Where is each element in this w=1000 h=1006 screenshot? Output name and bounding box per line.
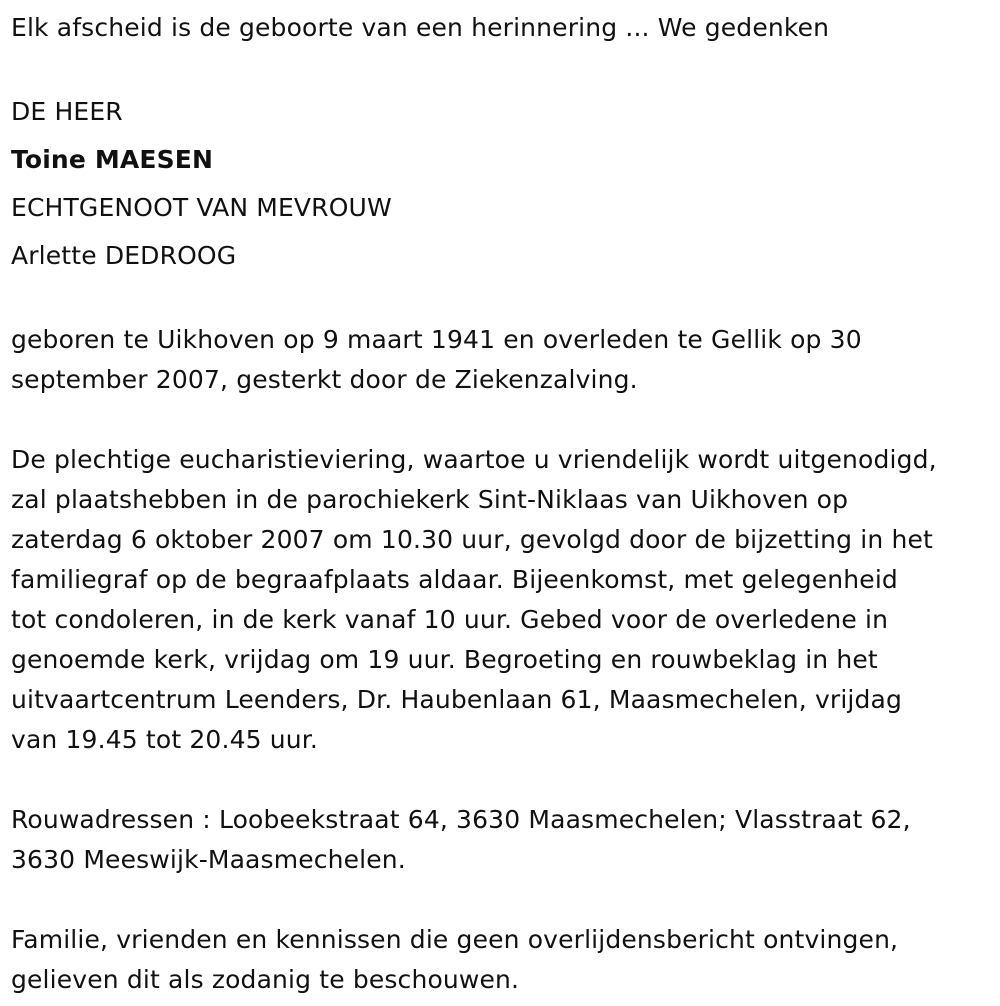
spacer	[11, 760, 1000, 800]
spacer	[11, 400, 1000, 440]
spacer	[11, 280, 1000, 320]
paragraph-line: Rouwadressen : Loobeekstraat 64, 3630 Maasmechelen; Vlasstraat 62,	[11, 805, 911, 834]
paragraph-line: uitvaartcentrum Leenders, Dr. Haubenlaan 61, Maasmechelen, vrijdag	[11, 685, 903, 714]
spacer	[11, 880, 1000, 920]
paragraph-line: gelieven dit als zodanig te beschouwen.	[11, 965, 520, 994]
paragraph-line: zaterdag 6 oktober 2007 om 10.30 uur, gevolgd door de bijzetting in het	[11, 525, 933, 554]
spouse-name: Arlette DEDROOG	[11, 241, 237, 270]
deceased-block	[11, 88, 1000, 280]
deceased-relation: ECHTGENOOT VAN MEVROUW	[11, 193, 392, 222]
paragraph-line: familiegraf op de begraafplaats aldaar. Bijeenkomst, met gelegenheid	[11, 565, 898, 594]
paragraph-line: van 19.45 tot 20.45 uur.	[11, 725, 319, 754]
paragraph-line: geboren te Uikhoven op 9 maart 1941 en overleden te Gellik op 30	[11, 325, 862, 354]
closing-paragraph	[11, 920, 1000, 1000]
paragraph-line: genoemde kerk, vrijdag om 19 uur. Begroeting en rouwbeklag in het	[11, 645, 878, 674]
spacer	[11, 48, 1000, 88]
paragraph-line: De plechtige eucharistieviering, waartoe u vriendelijk wordt uitgenodigd,	[11, 445, 937, 474]
deceased-title: DE HEER	[11, 97, 123, 126]
paragraph-line: september 2007, gesterkt door de Ziekenzalving.	[11, 365, 638, 394]
paragraph-line: zal plaatshebben in de parochiekerk Sint-Niklaas van Uikhoven op	[11, 485, 849, 514]
paragraph-line: Familie, vrienden en kennissen die geen overlijdensbericht ontvingen,	[11, 925, 899, 954]
intro-text: Elk afscheid is de geboorte van een herinnering ... We gedenken	[11, 13, 830, 42]
deceased-name: Toine MAESEN	[11, 145, 214, 174]
ceremony-paragraph	[11, 440, 1000, 760]
paragraph-line: tot condoleren, in de kerk vanaf 10 uur. Gebed voor de overledene in	[11, 605, 889, 634]
addresses-paragraph	[11, 800, 1000, 880]
paragraph-line: 3630 Meeswijk-Maasmechelen.	[11, 845, 406, 874]
birth-death-paragraph	[11, 320, 1000, 400]
